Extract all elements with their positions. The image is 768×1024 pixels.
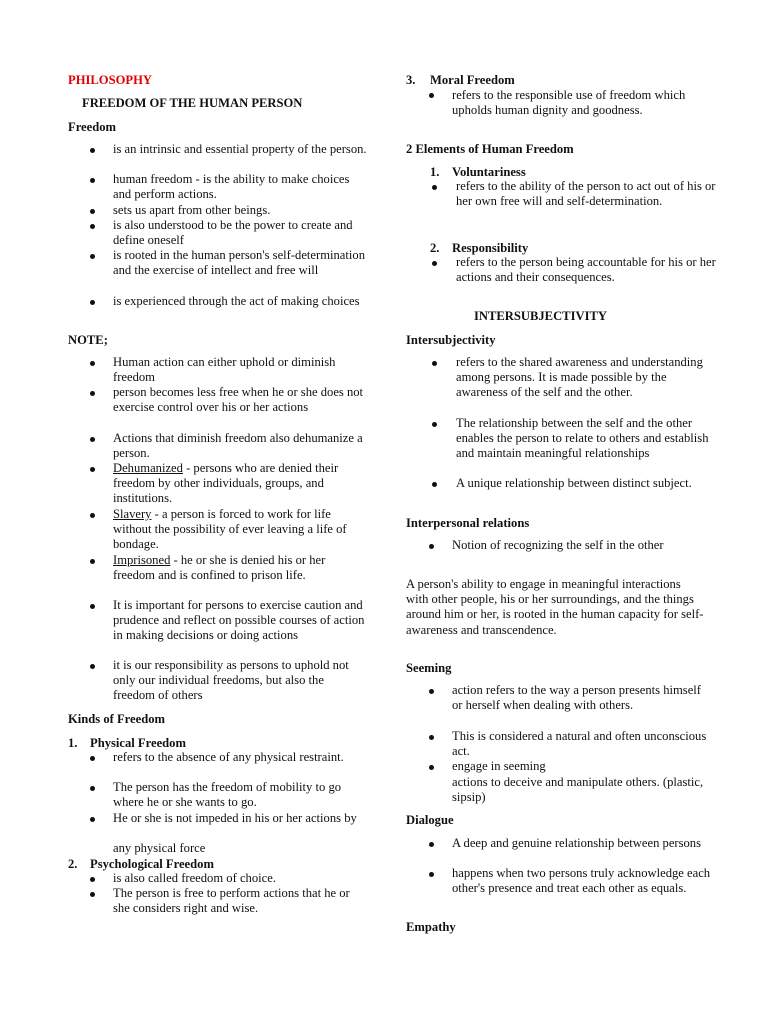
list-item: refers to the person being accountable for his or her actions and their consequences.: [456, 255, 716, 285]
subject-label: PHILOSOPHY: [68, 73, 152, 87]
page-title: FREEDOM OF THE HUMAN PERSON: [82, 96, 303, 110]
bullet-icon: [432, 185, 437, 190]
list-item: it is our responsibility as persons to uphold not only our individual freedoms, but also the freedom of others: [113, 658, 349, 703]
interpersonal-heading: Interpersonal relations: [406, 516, 530, 530]
kinds-heading: Kinds of Freedom: [68, 712, 166, 726]
bullet-icon: [90, 178, 95, 183]
psychological-freedom-title: Psychological Freedom: [90, 857, 214, 871]
list-number: 1.: [68, 736, 78, 750]
bullet-icon: [90, 559, 95, 564]
voluntariness-title: Voluntariness: [452, 165, 526, 179]
list-item: refers to the ability of the person to act out of his or her own free will and self-determination.: [456, 179, 716, 209]
bullet-icon: [90, 148, 95, 153]
list-item: [113, 461, 368, 507]
seeming-heading: Seeming: [406, 661, 452, 675]
bullet-icon: [90, 513, 95, 518]
list-item: [113, 507, 368, 553]
term-definition: - a person is forced to work for life without the possibility of ever leaving a life of bondage.: [113, 507, 347, 552]
responsibility-title: Responsibility: [452, 241, 529, 255]
list-item: [113, 553, 368, 583]
intersubjectivity-title: INTERSUBJECTIVITY: [474, 309, 607, 323]
bullet-icon: [90, 786, 95, 791]
list-item: The person has the freedom of mobility to go where he or she wants to go.: [113, 780, 342, 810]
list-item: refers to the absence of any physical restraint.: [113, 750, 344, 764]
term-definition: - he or she is denied his or her freedom and is confined to prison life.: [113, 553, 326, 583]
physical-freedom-title: Physical Freedom: [90, 736, 186, 750]
list-item: engage in seeming: [452, 759, 546, 773]
bullet-icon: [429, 544, 434, 549]
bullet-icon: [90, 664, 95, 669]
note-heading: NOTE;: [68, 333, 108, 347]
list-item: Actions that diminish freedom also dehumanize a person.: [113, 431, 363, 461]
list-item: A deep and genuine relationship between persons: [452, 836, 702, 850]
empathy-heading: Empathy: [406, 920, 456, 934]
bullet-icon: [90, 254, 95, 259]
elements-heading: 2 Elements of Human Freedom: [406, 142, 574, 156]
freedom-heading: Freedom: [68, 120, 117, 134]
bullet-icon: [90, 361, 95, 366]
bullet-icon: [90, 604, 95, 609]
term-definition: - persons who are denied their freedom by other individuals, groups, and institutions.: [113, 461, 339, 506]
list-item: He or she is not impeded in his or her actions by: [113, 811, 357, 825]
bullet-icon: [90, 756, 95, 761]
list-number: 3.: [406, 73, 416, 87]
bullet-icon: [432, 482, 437, 487]
list-item: is experienced through the act of making choices: [113, 294, 360, 308]
list-number: 2.: [68, 857, 78, 871]
list-item: is an intrinsic and essential property of the person.: [113, 142, 367, 156]
list-item: refers to the responsible use of freedom which upholds human dignity and goodness.: [452, 88, 686, 118]
list-item: Notion of recognizing the self in the other: [452, 538, 664, 552]
list-number: 2.: [430, 241, 440, 255]
bullet-icon: [90, 209, 95, 214]
list-item: refers to the shared awareness and understanding among persons. It is made possible by the awareness of the self and the other.: [456, 355, 703, 400]
bullet-icon: [90, 300, 95, 305]
bullet-icon: [429, 842, 434, 847]
bullet-icon: [429, 765, 434, 770]
bullet-icon: [90, 892, 95, 897]
intersubjectivity-heading: Intersubjectivity: [406, 333, 496, 347]
list-item: is rooted in the human person's self-determination and the exercise of intellect and free will: [113, 248, 365, 278]
moral-freedom-title: Moral Freedom: [430, 73, 515, 87]
paragraph: A person's ability to engage in meaningful interactions with other people, his or her surroundings, and the things around him or her, is rooted in the human capacity for self-awareness and transcendence.: [406, 577, 704, 637]
bullet-icon: [429, 93, 434, 98]
bullet-icon: [432, 261, 437, 266]
list-item: person becomes less free when he or she does not exercise control over his or her actions: [113, 385, 364, 415]
bullet-icon: [432, 361, 437, 366]
bullet-icon: [90, 224, 95, 229]
term-slavery: Slavery: [113, 507, 152, 521]
term-imprisoned: Imprisoned: [113, 553, 171, 567]
bullet-icon: [90, 817, 95, 822]
list-number: 1.: [430, 165, 440, 179]
bullet-icon: [432, 422, 437, 427]
list-item: human freedom - is the ability to make choices and perform actions.: [113, 172, 350, 202]
bullet-icon: [429, 872, 434, 877]
bullet-icon: [90, 877, 95, 882]
term-dehumanized: Dehumanized: [113, 461, 183, 475]
list-item: is also understood to be the power to create and define oneself: [113, 218, 353, 248]
list-item: Human action can either uphold or diminish freedom: [113, 355, 336, 385]
list-item: happens when two persons truly acknowledge each other's presence and treat each other as equals.: [452, 866, 711, 896]
bullet-icon: [429, 735, 434, 740]
list-item-continuation: any physical force: [113, 841, 206, 855]
list-item: The relationship between the self and the other enables the person to relate to others and establish and maintain meaningful relationships: [456, 416, 709, 461]
list-item: A unique relationship between distinct subject.: [456, 476, 692, 490]
bullet-icon: [90, 391, 95, 396]
list-item: This is considered a natural and often unconscious act.: [452, 729, 707, 759]
list-item: The person is free to perform actions that he or she considers right and wise.: [113, 886, 350, 916]
bullet-icon: [90, 437, 95, 442]
list-item: action refers to the way a person presents himself or herself when dealing with others.: [452, 683, 701, 713]
list-item: is also called freedom of choice.: [113, 871, 276, 885]
list-item: sets us apart from other beings.: [113, 203, 271, 217]
dialogue-heading: Dialogue: [406, 813, 454, 827]
list-item: It is important for persons to exercise caution and prudence and reflect on possible courses of action in making decisions or doing actions: [113, 598, 365, 643]
list-item-continuation: actions to deceive and manipulate others. (plastic, sipsip): [452, 775, 704, 805]
bullet-icon: [429, 689, 434, 694]
bullet-icon: [90, 467, 95, 472]
